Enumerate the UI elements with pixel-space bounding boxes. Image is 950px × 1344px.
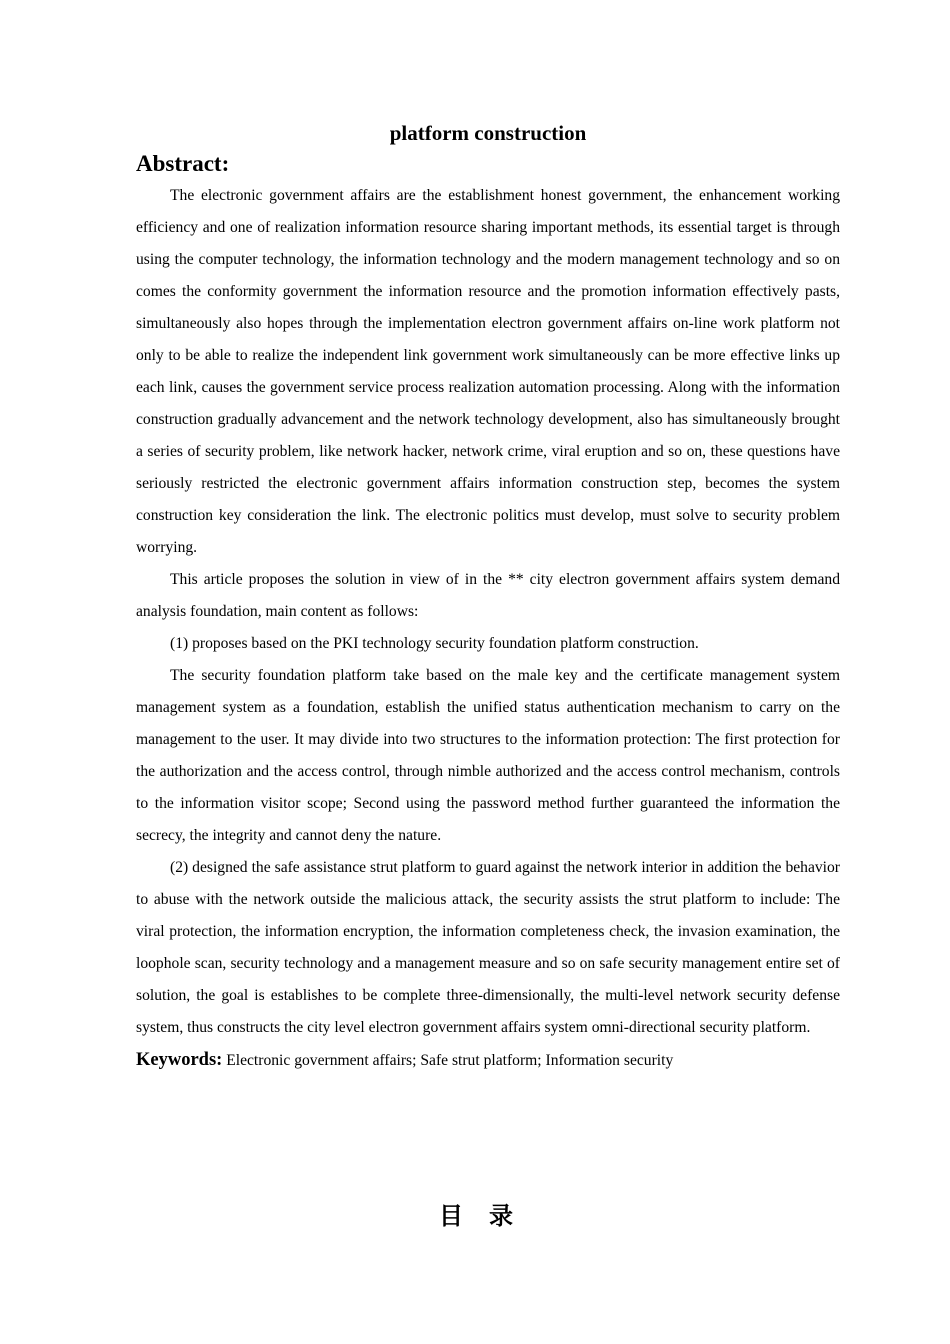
keywords-label: Keywords:	[136, 1050, 223, 1070]
document-title: platform construction	[389, 121, 587, 145]
abstract-paragraph-3: (1) proposes based on the PKI technology security foundation platform construction.	[170, 635, 699, 652]
abstract-paragraph-1: The electronic government affairs are the establishment honest government, the enhancement working efficiency and one of realization information resource sharing important methods, its essential target is through using the computer technology, the information technology and the modern management technology and so on comes the conformity government the information resource and the promotion information effectively pasts, simultaneously also hopes through the implementation electron government affairs on-line work platform not only to be able to realize the independent link government work simultaneously can be more effective links up each link, causes the government service process realization automation processing. Along with the information construction gradually advancement and the network technology development, also has simultaneously brought a series of security problem, like network hacker, network crime, viral eruption and so on, these questions have seriously restricted the electronic government affairs information construction step, becomes the system construction key consideration the link. The electronic politics must develop, must solve to security problem worrying.	[136, 187, 840, 556]
abstract-paragraph-2: This article proposes the solution in view of in the ** city electron government affairs system demand analysis foundation, main content as follows:	[136, 571, 840, 620]
keywords-text: Electronic government affairs; Safe strut platform; Information security	[222, 1052, 674, 1069]
abstract-paragraph-4: The security foundation platform take based on the male key and the certificate management system management system as a foundation, establish the unified status authentication mechanism to carry on the management to the user. It may divide into two structures to the information protection: The first protection for the authorization and the access control, through nimble authorized and the access control mechanism, controls to the information visitor scope; Second using the password method further guaranteed the information the secrecy, the integrity and cannot deny the nature.	[136, 667, 840, 844]
abstract-paragraph-5: (2) designed the safe assistance strut platform to guard against the network interior in addition the behavior to abuse with the network outside the malicious attack, the security assists the strut platform to include: The viral protection, the information encryption, the information completeness check, the invasion examination, the loophole scan, security technology and a management measure and so on safe security management entire set of solution, the goal is establishes to be complete three-dimensionally, the multi-level network security defense system, thus constructs the city level electron government affairs system omni-directional security platform.	[136, 859, 840, 1036]
document-page	[136, 118, 840, 1077]
abstract-heading: Abstract:	[136, 151, 230, 176]
toc-heading: 目录	[439, 1202, 539, 1230]
keywords-line	[136, 1044, 840, 1077]
